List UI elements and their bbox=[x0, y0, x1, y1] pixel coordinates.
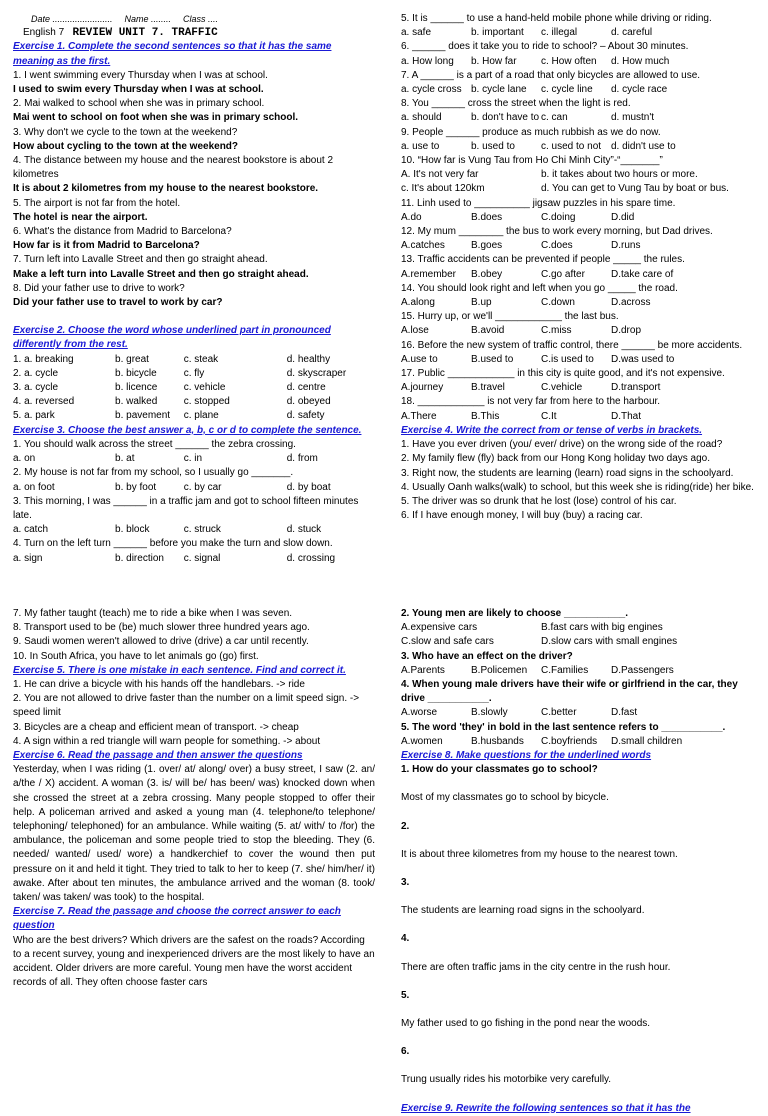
answer-option: a. cycle cross bbox=[401, 84, 462, 96]
verb-sentence: 4. Usually Oanh walks(walk) to school, but this week she is riding(ride) her bike. bbox=[401, 481, 754, 493]
answer-option: C.is used to bbox=[541, 353, 594, 365]
answer-option: a. should bbox=[401, 112, 442, 124]
question-text: 5. The word 'they' in bold in the last sentence refers to ___________. bbox=[401, 721, 726, 733]
question-text: 2. Young men are likely to choose ___________. bbox=[401, 608, 628, 619]
answer-option: c. illegal bbox=[541, 27, 578, 39]
answer-options bbox=[401, 26, 763, 40]
question-text: 1. You should walk across the street ______ the zebra crossing. bbox=[13, 438, 296, 450]
answer-option: 4. a. reversed bbox=[13, 396, 75, 408]
original-sentence: 7. Turn left into Lavalle Street and then go straight ahead. bbox=[13, 254, 268, 266]
question-row bbox=[401, 876, 763, 890]
original-sentence: 4. The distance between my house and the nearest bookstore is about 2 kilometres bbox=[13, 155, 334, 181]
rewritten-sentence: How far is it from Madrid to Barcelona? bbox=[13, 240, 200, 252]
rewritten-sentence: The hotel is near the airport. bbox=[13, 211, 148, 223]
answer-option: b. walked bbox=[115, 396, 158, 408]
name-field: Name ........ bbox=[124, 14, 172, 24]
answer-option: A.Parents bbox=[401, 664, 445, 676]
exercise-5-title: Exercise 5. There is one mistake in each sentence. Find and correct it. bbox=[13, 664, 346, 676]
answer-option: c. fly bbox=[183, 367, 205, 379]
answer-options bbox=[401, 239, 763, 253]
answer-option: c. stopped bbox=[183, 396, 230, 408]
answer-option: b. direction bbox=[115, 552, 164, 564]
answer-option: a. use to bbox=[401, 140, 440, 152]
answer-option: d. stuck bbox=[286, 524, 322, 536]
answer-options bbox=[401, 381, 763, 395]
question-row bbox=[401, 763, 763, 777]
answer-option: D.transport bbox=[611, 382, 661, 394]
given-sentence: There are often traffic jams in the city centre in the rush hour. bbox=[401, 961, 671, 973]
answer-option: A. It's not very far bbox=[401, 169, 479, 181]
question-text: 18. ____________ is not very far from here to the harbour. bbox=[401, 396, 661, 408]
exercise-2-title: Exercise 2. Choose the word whose underlined part in pronounced differently from the rest. bbox=[13, 325, 331, 351]
answer-option: c. in bbox=[183, 453, 203, 465]
error-sentence: 1. He can drive a bicycle with his hands off the handlebars. -> ride bbox=[13, 679, 305, 691]
date-field: Date ........................ bbox=[31, 14, 113, 24]
answer-options bbox=[401, 268, 763, 282]
question-text: 6. ______ does it take you to ride to school? – About 30 minutes. bbox=[401, 41, 689, 53]
answer-options bbox=[401, 111, 763, 125]
column-left-bottom bbox=[13, 607, 375, 990]
answer-option: c. struck bbox=[183, 524, 221, 536]
answer-option: b. pavement bbox=[115, 410, 171, 422]
exercise-6-title: Exercise 6. Read the passage and then answer the questions bbox=[13, 750, 303, 762]
question-number: 2. bbox=[401, 820, 410, 832]
answer-option: c. plane bbox=[183, 410, 219, 422]
rewritten-sentence: Make a left turn into Lavalle Street and then go straight ahead. bbox=[13, 268, 309, 280]
answer-option: C.slow and safe cars bbox=[401, 636, 494, 648]
question-row bbox=[401, 1045, 763, 1059]
answer-option: D.runs bbox=[611, 240, 641, 252]
answer-option: b. it takes about two hours or more. bbox=[541, 169, 698, 181]
answer-option: A.women bbox=[401, 735, 443, 747]
exercise-1-title: Exercise 1. Complete the second sentences so that it has the same meaning as the first. bbox=[13, 41, 332, 67]
blank-gap bbox=[401, 890, 763, 904]
answer-option: b. great bbox=[115, 353, 149, 365]
answer-option: A.lose bbox=[401, 325, 429, 337]
answer-option: b. cycle lane bbox=[471, 84, 527, 96]
blank-gap bbox=[401, 806, 763, 820]
answer-option: d. crossing bbox=[286, 552, 336, 564]
verb-sentence: 7. My father taught (teach) me to ride a bike when I was seven. bbox=[13, 608, 293, 619]
exercise-8-list bbox=[401, 763, 763, 1116]
answer-option: B.This bbox=[471, 410, 500, 422]
answer-option: B.obey bbox=[471, 268, 503, 280]
answer-option: C.boyfriends bbox=[541, 735, 598, 747]
question-text: 11. Linh used to __________ jigsaw puzzles in his spare time. bbox=[401, 197, 676, 209]
answer-option: D.drop bbox=[611, 325, 642, 337]
answer-option: C.doing bbox=[541, 211, 576, 223]
answer-options bbox=[401, 735, 763, 749]
given-sentence: My father used to go fishing in the pond near the woods. bbox=[401, 1018, 651, 1030]
verb-sentence: 3. Right now, the students are learning (learn) road signs in the schoolyard. bbox=[401, 467, 734, 479]
answer-option: b. block bbox=[115, 524, 150, 536]
answer-option: D.did bbox=[611, 211, 635, 223]
answer-option: d. careful bbox=[611, 27, 653, 39]
exercise-3-list bbox=[13, 438, 375, 566]
class-field: Class .... bbox=[183, 14, 219, 24]
answer-option: d. obeyed bbox=[286, 396, 331, 408]
rewritten-sentence: Mai went to school on foot when she was in primary school. bbox=[13, 112, 299, 124]
answer-option: a. catch bbox=[13, 524, 49, 536]
exercise-8-title: Exercise 8. Make questions for the underlined words bbox=[401, 750, 652, 762]
answer-option: A.along bbox=[401, 297, 435, 309]
answer-options bbox=[401, 211, 763, 225]
answer-option: c. vehicle bbox=[183, 382, 226, 394]
given-sentence: The students are learning road signs in the schoolyard. bbox=[401, 905, 645, 917]
answer-option: A.remember bbox=[401, 268, 457, 280]
answer-option: d. healthy bbox=[286, 353, 331, 365]
answer-option: C.Families bbox=[541, 664, 589, 676]
answer-option: b. bicycle bbox=[115, 367, 157, 379]
error-sentence: 2. You are not allowed to drive faster than the number on a limit speed sign. -> speed limit bbox=[13, 693, 360, 719]
answer-option: a. safe bbox=[401, 27, 432, 39]
rewritten-sentence: Did your father use to travel to work by car? bbox=[13, 297, 223, 309]
answer-option: b. How far bbox=[471, 55, 517, 67]
question-text: 15. Hurry up, or we'll ____________ the last bus. bbox=[401, 311, 619, 323]
answer-option: B.travel bbox=[471, 382, 505, 394]
answer-options bbox=[401, 621, 763, 635]
exercise-7-questions bbox=[401, 607, 763, 749]
exercise-7-title: Exercise 7. Read the passage and choose the correct answer to each question bbox=[13, 906, 341, 932]
answer-option: A.use to bbox=[401, 353, 438, 365]
pronunciation-row bbox=[13, 367, 375, 381]
answer-options bbox=[13, 452, 375, 466]
answer-option: D.Passengers bbox=[611, 664, 674, 676]
exercise-3-title: Exercise 3. Choose the best answer a, b, c or d to complete the sentence. bbox=[13, 424, 362, 436]
answer-option: D.That bbox=[611, 410, 642, 422]
question-text: 12. My mum ________ the bus to work every morning, but Dad drives. bbox=[401, 226, 713, 238]
question-row bbox=[401, 989, 763, 1003]
verb-sentence: 6. If I have enough money, I will buy (buy) a racing car. bbox=[401, 510, 643, 522]
worksheet-title-row bbox=[13, 26, 375, 40]
verb-sentence: 10. In South Africa, you have to let animals go (go) first. bbox=[13, 650, 259, 662]
rewritten-sentence: I used to swim every Thursday when I was at school. bbox=[13, 84, 264, 96]
pronunciation-row bbox=[13, 353, 375, 367]
verb-sentence: 5. The driver was so drunk that he lost (lose) control of his car. bbox=[401, 495, 677, 507]
grade-label: English 7 bbox=[23, 27, 65, 39]
answer-options bbox=[13, 552, 375, 566]
blank-gap bbox=[401, 1031, 763, 1045]
question-number: 4. bbox=[401, 933, 410, 945]
answer-option: c. cycle line bbox=[541, 84, 593, 96]
answer-option: d. by boat bbox=[286, 481, 331, 493]
pronunciation-row bbox=[13, 409, 375, 423]
question-text: 3. This morning, I was ______ in a traffic jam and got to school fifteen minutes late. bbox=[13, 495, 359, 521]
column-right-bottom bbox=[401, 607, 763, 1116]
answer-option: A.There bbox=[401, 410, 437, 422]
answer-option: c. It's about 120km bbox=[401, 183, 485, 195]
answer-option: d. mustn't bbox=[611, 112, 655, 124]
answer-option: b. important bbox=[471, 27, 524, 39]
rewritten-sentence: How about cycling to the town at the weekend? bbox=[13, 140, 239, 152]
answer-options bbox=[401, 664, 763, 678]
error-sentence: 3. Bicycles are a cheap and efficient mean of transport. -> cheap bbox=[13, 721, 299, 733]
answer-option: d. from bbox=[286, 453, 318, 465]
worksheet-header-fields bbox=[13, 12, 375, 26]
answer-option: A.catches bbox=[401, 240, 445, 252]
answer-option: B.does bbox=[471, 211, 503, 223]
answer-option: A.worse bbox=[401, 707, 438, 719]
answer-option: 2. a. cycle bbox=[13, 367, 59, 379]
given-sentence: Most of my classmates go to school by bicycle. bbox=[401, 792, 609, 804]
worksheet-title: REVIEW UNIT 7. TRAFFIC bbox=[72, 27, 218, 40]
question-text: 10. “How far is Vung Tau from Ho Chi Minh City”-“_______” bbox=[401, 155, 663, 167]
question-text: 3. Who have an effect on the driver? bbox=[401, 650, 573, 662]
exercise-3-continued-list bbox=[401, 12, 763, 424]
question-text: 9. People ______ produce as much rubbish as we do now. bbox=[401, 126, 661, 138]
answer-option: C.miss bbox=[541, 325, 572, 337]
answer-option: b. licence bbox=[115, 382, 158, 394]
answer-option: a. sign bbox=[13, 552, 43, 564]
original-sentence: 2. Mai walked to school when she was in primary school. bbox=[13, 98, 265, 110]
verb-sentence: 9. Saudi women weren't allowed to drive (drive) a car until recently. bbox=[13, 636, 309, 648]
answer-option: c. signal bbox=[183, 552, 221, 564]
answer-option: d. How much bbox=[611, 55, 670, 67]
answer-option: c. by car bbox=[183, 481, 222, 493]
original-sentence: 6. What's the distance from Madrid to Barcelona? bbox=[13, 226, 232, 238]
original-sentence: 5. The airport is not far from the hotel. bbox=[13, 197, 181, 209]
answer-option: d. safety bbox=[286, 410, 325, 422]
answer-options bbox=[401, 296, 763, 310]
exercise-7-passage: Who are the best drivers? Which drivers are the safest on the roads? According to a recent survey, young and inexperienced drivers are the most likely to have an accident. Older drivers are more careful. Young men have the worst accident records of all. They often choose faster cars bbox=[13, 934, 375, 989]
answer-option: A.do bbox=[401, 211, 422, 223]
question-number: 1. bbox=[401, 764, 410, 776]
given-sentence: Trung usually rides his motorbike very carefully. bbox=[401, 1074, 612, 1086]
answer-option: B.avoid bbox=[471, 325, 505, 337]
answer-options bbox=[401, 55, 763, 69]
answer-option: c. steak bbox=[183, 353, 219, 365]
exercise-4-list bbox=[401, 438, 763, 523]
question-number: 6. bbox=[401, 1046, 410, 1058]
original-sentence: 1. I went swimming every Thursday when I was at school. bbox=[13, 69, 268, 81]
verb-sentence: 2. My family flew (fly) back from our Hong Kong holiday two days ago. bbox=[401, 453, 711, 465]
question-number: 3. bbox=[401, 877, 410, 889]
answer-option: D.slow cars with small engines bbox=[541, 636, 678, 648]
blank-gap bbox=[401, 834, 763, 848]
answer-option: C.go after bbox=[541, 268, 585, 280]
question-text: 2. My house is not far from my school, so I usually go _______. bbox=[13, 467, 294, 479]
answer-option: C.better bbox=[541, 707, 577, 719]
answer-option: d. cycle race bbox=[611, 84, 668, 96]
answer-option: A.journey bbox=[401, 382, 444, 394]
question-text: 17. Public ____________ in this city is quite good, and it's not expensive. bbox=[401, 368, 725, 380]
answer-options bbox=[401, 324, 763, 338]
answer-option: b. used to bbox=[471, 140, 515, 152]
answer-option: A.expensive cars bbox=[401, 622, 478, 634]
answer-option: D.fast bbox=[611, 707, 638, 719]
question-text: 13. Traffic accidents can be prevented if people _____ the rules. bbox=[401, 254, 685, 266]
question-text: 7. A ______ is a part of a road that only bicycles are allowed to use. bbox=[401, 69, 701, 81]
pronunciation-row bbox=[13, 381, 375, 395]
answer-options bbox=[13, 481, 375, 495]
answer-option: B.slowly bbox=[471, 707, 508, 719]
answer-option: d. You can get to Vung Tau by boat or bus. bbox=[541, 183, 729, 195]
answer-option: b. by foot bbox=[115, 481, 157, 493]
blank-gap bbox=[401, 975, 763, 989]
question-answer: How do your classmates go to school? bbox=[412, 764, 598, 776]
answer-options bbox=[401, 182, 763, 196]
answer-option: D.across bbox=[611, 297, 651, 309]
answer-option: a. on foot bbox=[13, 481, 55, 493]
answer-option: a. on bbox=[13, 453, 36, 465]
answer-option: C.down bbox=[541, 297, 575, 309]
verb-sentence: 1. Have you ever driven (you/ ever/ drive) on the wrong side of the road? bbox=[401, 439, 723, 451]
question-text: 4. Turn on the left turn ______ before you make the turn and slow down. bbox=[13, 538, 333, 550]
blank-gap bbox=[401, 777, 763, 791]
given-sentence: It is about three kilometres from my house to the nearest town. bbox=[401, 848, 678, 860]
verb-sentence: 8. Transport used to be (be) much slower three hundred years ago. bbox=[13, 622, 310, 634]
answer-option: c. used to not bbox=[541, 140, 602, 152]
answer-option: D.was used to bbox=[611, 353, 675, 365]
answer-option: 3. a. cycle bbox=[13, 382, 59, 394]
answer-option: B.Policemen bbox=[471, 664, 528, 676]
question-number: 5. bbox=[401, 989, 410, 1001]
question-text: 16. Before the new system of traffic control, there ______ be more accidents. bbox=[401, 339, 743, 351]
exercise-4-title: Exercise 4. Write the correct from or tense of verbs in brackets. bbox=[401, 424, 703, 436]
exercise-6-passage: Yesterday, when I was riding (1. over/ at/ along/ over) a busy street, I saw (2. an/ a/the / X) accident. A woman (3. is/ will be/ has been/ was) knocked down when she crossed the street at a zebra crossing. Many people stopped to offer their help. A policeman arrived and asked a young man (4. telephone/to telephone/ telephoning/ telephoned) for an ambulance. While waiting (5. at/ with/ to /for) the ambulance, the policeman and some people tried to stop the bleeding. They (6. needed/ wanted/ used/ wore) a handkerchief to cover the wound then put pressure on it and held it tight. They tried to talk to her to keep (7. she/ him/her/ it) awake. After about ten minutes, the ambulance arrived and the woman (8. took/ taken/ was taken/ was took) to the hospital. bbox=[13, 764, 375, 904]
answer-option: d. didn't use to bbox=[611, 140, 676, 152]
answer-option: B.used to bbox=[471, 353, 514, 365]
answer-option: B.husbands bbox=[471, 735, 524, 747]
question-text: 8. You ______ cross the street when the light is red. bbox=[401, 98, 631, 110]
answer-option: d. centre bbox=[286, 382, 326, 394]
answer-options bbox=[401, 635, 763, 649]
question-text: 5. It is ______ to use a hand-held mobile phone while driving or riding. bbox=[401, 13, 712, 24]
column-left-top bbox=[13, 12, 375, 566]
answer-option: B.fast cars with big engines bbox=[541, 622, 663, 634]
answer-option: C.does bbox=[541, 240, 573, 252]
answer-option: 5. a. park bbox=[13, 410, 55, 422]
blank-gap bbox=[401, 918, 763, 932]
answer-option: b. at bbox=[115, 453, 135, 465]
blank-gap bbox=[401, 947, 763, 961]
blank-gap bbox=[401, 1003, 763, 1017]
blank-gap bbox=[401, 862, 763, 876]
exercise-4-continued-list bbox=[13, 607, 375, 664]
answer-option: B.up bbox=[471, 297, 492, 309]
exercise-2-list bbox=[13, 353, 375, 424]
answer-option: C.vehicle bbox=[541, 382, 583, 394]
question-text: 14. You should look right and left when you go _____ the road. bbox=[401, 282, 678, 294]
answer-option: a. How long bbox=[401, 55, 454, 67]
answer-options bbox=[401, 140, 763, 154]
original-sentence: 8. Did your father use to drive to work? bbox=[13, 282, 185, 294]
exercise-1-list bbox=[13, 69, 375, 310]
exercise-5-list bbox=[13, 678, 375, 749]
rewritten-sentence: It is about 2 kilometres from my house to the nearest bookstore. bbox=[13, 183, 319, 195]
pronunciation-row bbox=[13, 395, 375, 409]
answer-options bbox=[401, 353, 763, 367]
question-row bbox=[401, 932, 763, 946]
answer-option: 1. a. breaking bbox=[13, 353, 74, 365]
answer-option: D.small children bbox=[611, 735, 683, 747]
exercise-9-title-cutoff: Exercise 9. Rewrite the following sentences so that it has the bbox=[401, 1102, 691, 1114]
column-right-top bbox=[401, 12, 763, 523]
blank-gap bbox=[401, 1059, 763, 1073]
answer-option: B.goes bbox=[471, 240, 503, 252]
answer-option: D.take care of bbox=[611, 268, 674, 280]
question-row bbox=[401, 820, 763, 834]
answer-options bbox=[401, 706, 763, 720]
answer-option: C.It bbox=[541, 410, 557, 422]
answer-options bbox=[401, 168, 763, 182]
answer-option: c. can bbox=[541, 112, 568, 124]
error-sentence: 4. A sign within a red triangle will warn people for something. -> about bbox=[13, 735, 321, 747]
answer-options bbox=[401, 410, 763, 424]
answer-options bbox=[13, 523, 375, 537]
answer-option: d. skyscraper bbox=[286, 367, 347, 379]
original-sentence: 3. Why don't we cycle to the town at the weekend? bbox=[13, 126, 238, 138]
answer-option: b. don't have to bbox=[471, 112, 540, 124]
blank-gap bbox=[401, 1088, 763, 1102]
answer-option: c. How often bbox=[541, 55, 597, 67]
question-text: 4. When young male drivers have their wife or girlfriend in the car, they drive ___________. bbox=[401, 679, 738, 705]
answer-options bbox=[401, 83, 763, 97]
